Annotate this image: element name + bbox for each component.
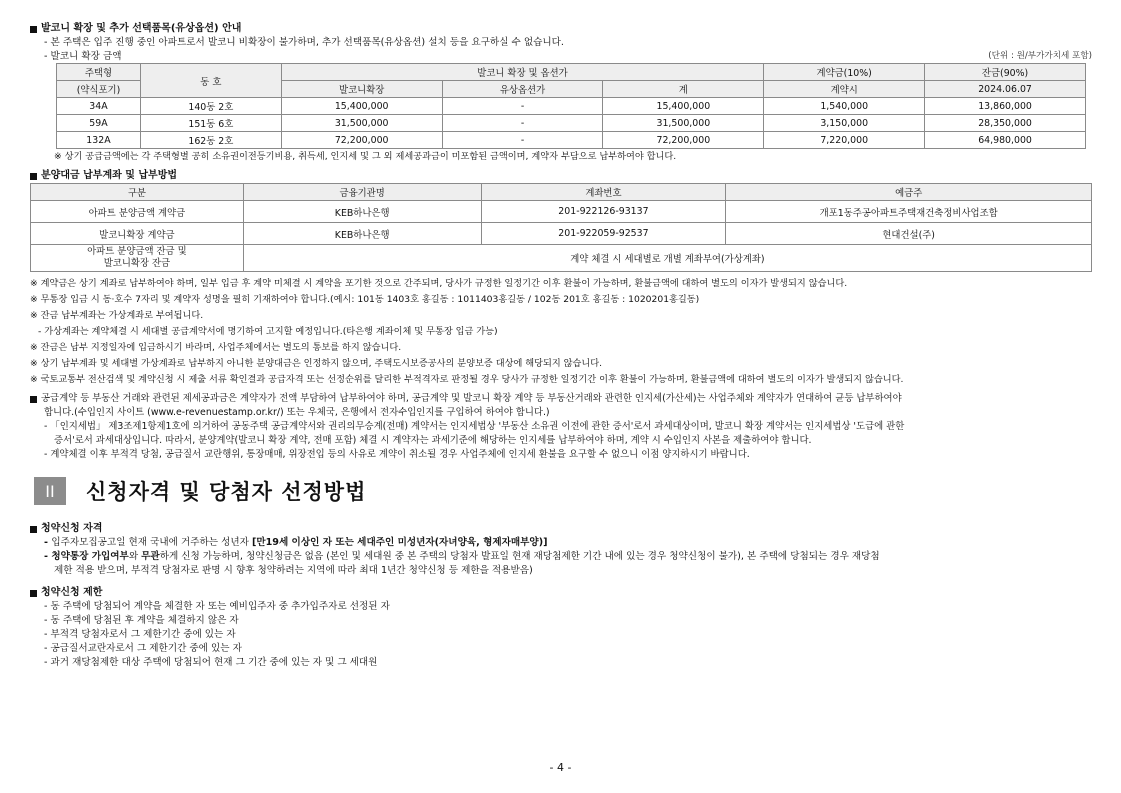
eligibility-line: - 청약통장 가입여부와 무관하게 신청 가능하며, 청약신청금은 없음 (본인 및 세대원 중 본 주택의 당첨자 발표일 현재 재당첨제한 기간 내에 있는 경우 청약신청이 불가), 본 주택에 당첨되는 경우 재당첨 xyxy=(44,551,880,562)
table-row: 59A 151동 6호 31,500,000 - 31,500,000 3,150,000 28,350,000 xyxy=(57,115,1086,132)
bullet-square-icon xyxy=(30,26,37,33)
document-page xyxy=(30,22,1092,670)
table-row: 아파트 분양금액 잔금 및 발코니확장 잔금 계약 체결 시 세대별로 개별 계좌부여(가상계좌) xyxy=(31,245,1092,272)
table-row: 132A 162동 2호 72,200,000 - 72,200,000 7,220,000 64,980,000 xyxy=(57,132,1086,149)
th-deposit: 계약금(10%) xyxy=(764,64,925,81)
table-row: 발코니확장 계약금 KEB하나은행 201-922059-92537 현대건설(주) xyxy=(31,223,1092,245)
payment-note: - 가상계좌는 계약체결 시 세대별 공급계약서에 명기하여 고지할 예정입니다.(타은행 계좌이체 및 무통장 입금 가능) xyxy=(38,326,498,337)
th-type: 주택형 xyxy=(57,64,141,81)
price-note: ※ 상기 공급금액에는 각 주택형별 공히 소유권이전등기비용, 취득세, 인지세 및 그 외 제세공과금이 미포함된 금액이며, 계약자 부담으로 납부하여야 합니다. xyxy=(54,151,677,162)
balcony-notice-line: - 본 주택은 입주 진행 중인 아파트로서 발코니 비확장이 불가하며, 추가 선택품목(유상옵션) 설치 등을 요구하실 수 없습니다. xyxy=(44,37,564,48)
list-item: - 과거 재당첨제한 대상 주택에 당첨되어 현재 그 기간 중에 있는 자 및 그 세대원 xyxy=(44,657,378,668)
page-number: - 4 - xyxy=(549,761,572,774)
section-title-payment: 분양대금 납부계좌 및 납부방법 xyxy=(30,169,1092,183)
payment-account-table xyxy=(30,183,1092,272)
th-division: 구분 xyxy=(31,184,244,201)
virtual-account-note: 계약 체결 시 세대별로 개별 계좌부여(가상계좌) xyxy=(243,245,1091,272)
table-row: 아파트 분양금액 계약금 KEB하나은행 201-922126-93137 개포1동주공아파트주택재건축정비사업조합 xyxy=(31,201,1092,223)
th-type-sub: (약식포기) xyxy=(57,81,141,98)
th-account: 계좌번호 xyxy=(481,184,726,201)
th-ext-group: 발코니 확장 및 옵션가 xyxy=(281,64,764,81)
th-balance-sub: 2024.06.07 xyxy=(925,81,1086,98)
section-title-eligibility: 청약신청 자격 xyxy=(30,522,1092,536)
th-unit: 동 호 xyxy=(140,64,281,98)
eligibility-line: 제한 적용 받으며, 부적격 당첨자로 판명 시 향후 청약하려는 지역에 따라 최대 1년간 청약신청 등 제한을 적용받음) xyxy=(54,565,533,576)
bullet-square-icon xyxy=(30,396,37,403)
payment-note: ※ 계약금은 상기 계좌로 납부하여야 하며, 일부 입금 후 계약 미체결 시 계약을 포기한 것으로 간주되며, 당사가 규정한 일정기간 이후 환불이 가능하며, 환불금액에 대하여 별도의 이자가 발생되지 않습니다. xyxy=(30,278,848,289)
th-option: 유상옵션가 xyxy=(442,81,603,98)
th-holder: 예금주 xyxy=(726,184,1092,201)
th-total: 계 xyxy=(603,81,764,98)
unit-note: (단위 : 원/부가가치세 포함) xyxy=(988,51,1092,61)
bullet-square-icon xyxy=(30,590,37,597)
payment-note: ※ 잔금은 납부 지정일자에 입금하시기 바라며, 사업주체에서는 별도의 통보를 하지 않습니다. xyxy=(30,342,402,353)
list-item: - 공급질서교란자로서 그 제한기간 중에 있는 자 xyxy=(44,643,242,654)
section-title-balcony: 발코니 확장 및 추가 선택품목(유상옵션) 안내 xyxy=(30,22,1092,36)
section-title-restriction: 청약신청 제한 xyxy=(30,586,1092,600)
list-item: - 동 주택에 당첨되어 계약을 체결한 자 또는 예비입주자 중 추가입주자로 선정된 자 xyxy=(44,601,390,612)
th-deposit-sub: 계약시 xyxy=(764,81,925,98)
list-item: - 부적격 당첨자로서 그 제한기간 중에 있는 자 xyxy=(44,629,236,640)
balcony-amount-label: - 발코니 확장 금액 xyxy=(44,51,122,62)
table-row: 34A 140동 2호 15,400,000 - 15,400,000 1,540,000 13,860,000 xyxy=(57,98,1086,115)
chapter-heading xyxy=(34,476,1092,506)
payment-note: ※ 무통장 입금 시 동·호수 7자리 및 계약자 성명을 필히 기재하여야 합니다.(예시: 101동 1403호 홍길동 : 1011403홍길동 / 102동 201호 홍길동 : 1020201홍길동) xyxy=(30,294,700,305)
payment-note: ※ 상기 납부계좌 및 세대별 가상계좌로 납부하지 아니한 분양대금은 인정하지 않으며, 주택도시보증공사의 분양보증 대상에 해당되지 않습니다. xyxy=(30,358,603,369)
bullet-square-icon xyxy=(30,526,37,533)
th-ext: 발코니확장 xyxy=(281,81,442,98)
balcony-price-table xyxy=(56,63,1086,149)
th-bank: 금융기관명 xyxy=(243,184,481,201)
chapter-title: 신청자격 및 당첨자 선정방법 xyxy=(86,480,367,504)
list-item: - 동 주택에 당첨된 후 계약을 체결하지 않은 자 xyxy=(44,615,239,626)
payment-note: ※ 잔금 납부계좌는 가상계좌로 부여됩니다. xyxy=(30,310,204,321)
stamp-tax-para: 공급계약 등 부동산 거래와 관련된 제세공과금은 계약자가 전액 부담하여 납부하여야 하며, 공급계약 및 발코니 확장 계약 등 부동산거래와 관련한 인지세(가산세)는 사업주체와 계약자가 연대하여 균등 납부하여야 합니다.(수입인지 사이트 (www.e-revenuestamp.or.kr/) 또는 우체국, 은행에서 전자수입인지를 구입하여 하여야 합니다.) - 「인지세법」 제3조제1항제1호에 의거하여 공동주택 공급계약서와 권리의무승계(전매) 계약서는 인지세법상 '부동산 소유권 이전에 관한 증서'로서 과세대상이며, 발코니 확장 계약서는 인지세법상 '도급에 관한 증서'로서 과세대상입니다. 따라서, 분양계약(발코니 확장 계약, 전매 포함) 체결 시 계약자는 과세기준에 해당하는 인지세를 납부하여야 하며, 계약 시 수입인지 사본을 제출하여야 합니다. - 계약체결 이후 부적격 당첨, 공급질서 교란행위, 통장매매, 위장전입 등의 사유로 계약이 취소될 경우 사업주체에 인지세 환불을 요구할 수 없으니 이점 양지하시기 바랍니다. xyxy=(30,392,1092,462)
payment-note: ※ 국토교통부 전산검색 및 계약신청 시 제출 서류 확인결과 공급자격 또는 선정순위를 달리한 부적격자로 판정될 경우 당사가 규정한 일정기간 이후 환불이 가능하며, 환불금액에 대하여 별도의 이자가 발생되지 않습니다. xyxy=(30,374,904,385)
chapter-number: II xyxy=(34,477,66,505)
th-balance: 잔금(90%) xyxy=(925,64,1086,81)
eligibility-line: - 입주자모집공고일 현재 국내에 거주하는 성년자 [만19세 이상인 자 또는 세대주인 미성년자(자녀양육, 형제자매부양)] xyxy=(44,537,548,548)
bullet-square-icon xyxy=(30,173,37,180)
